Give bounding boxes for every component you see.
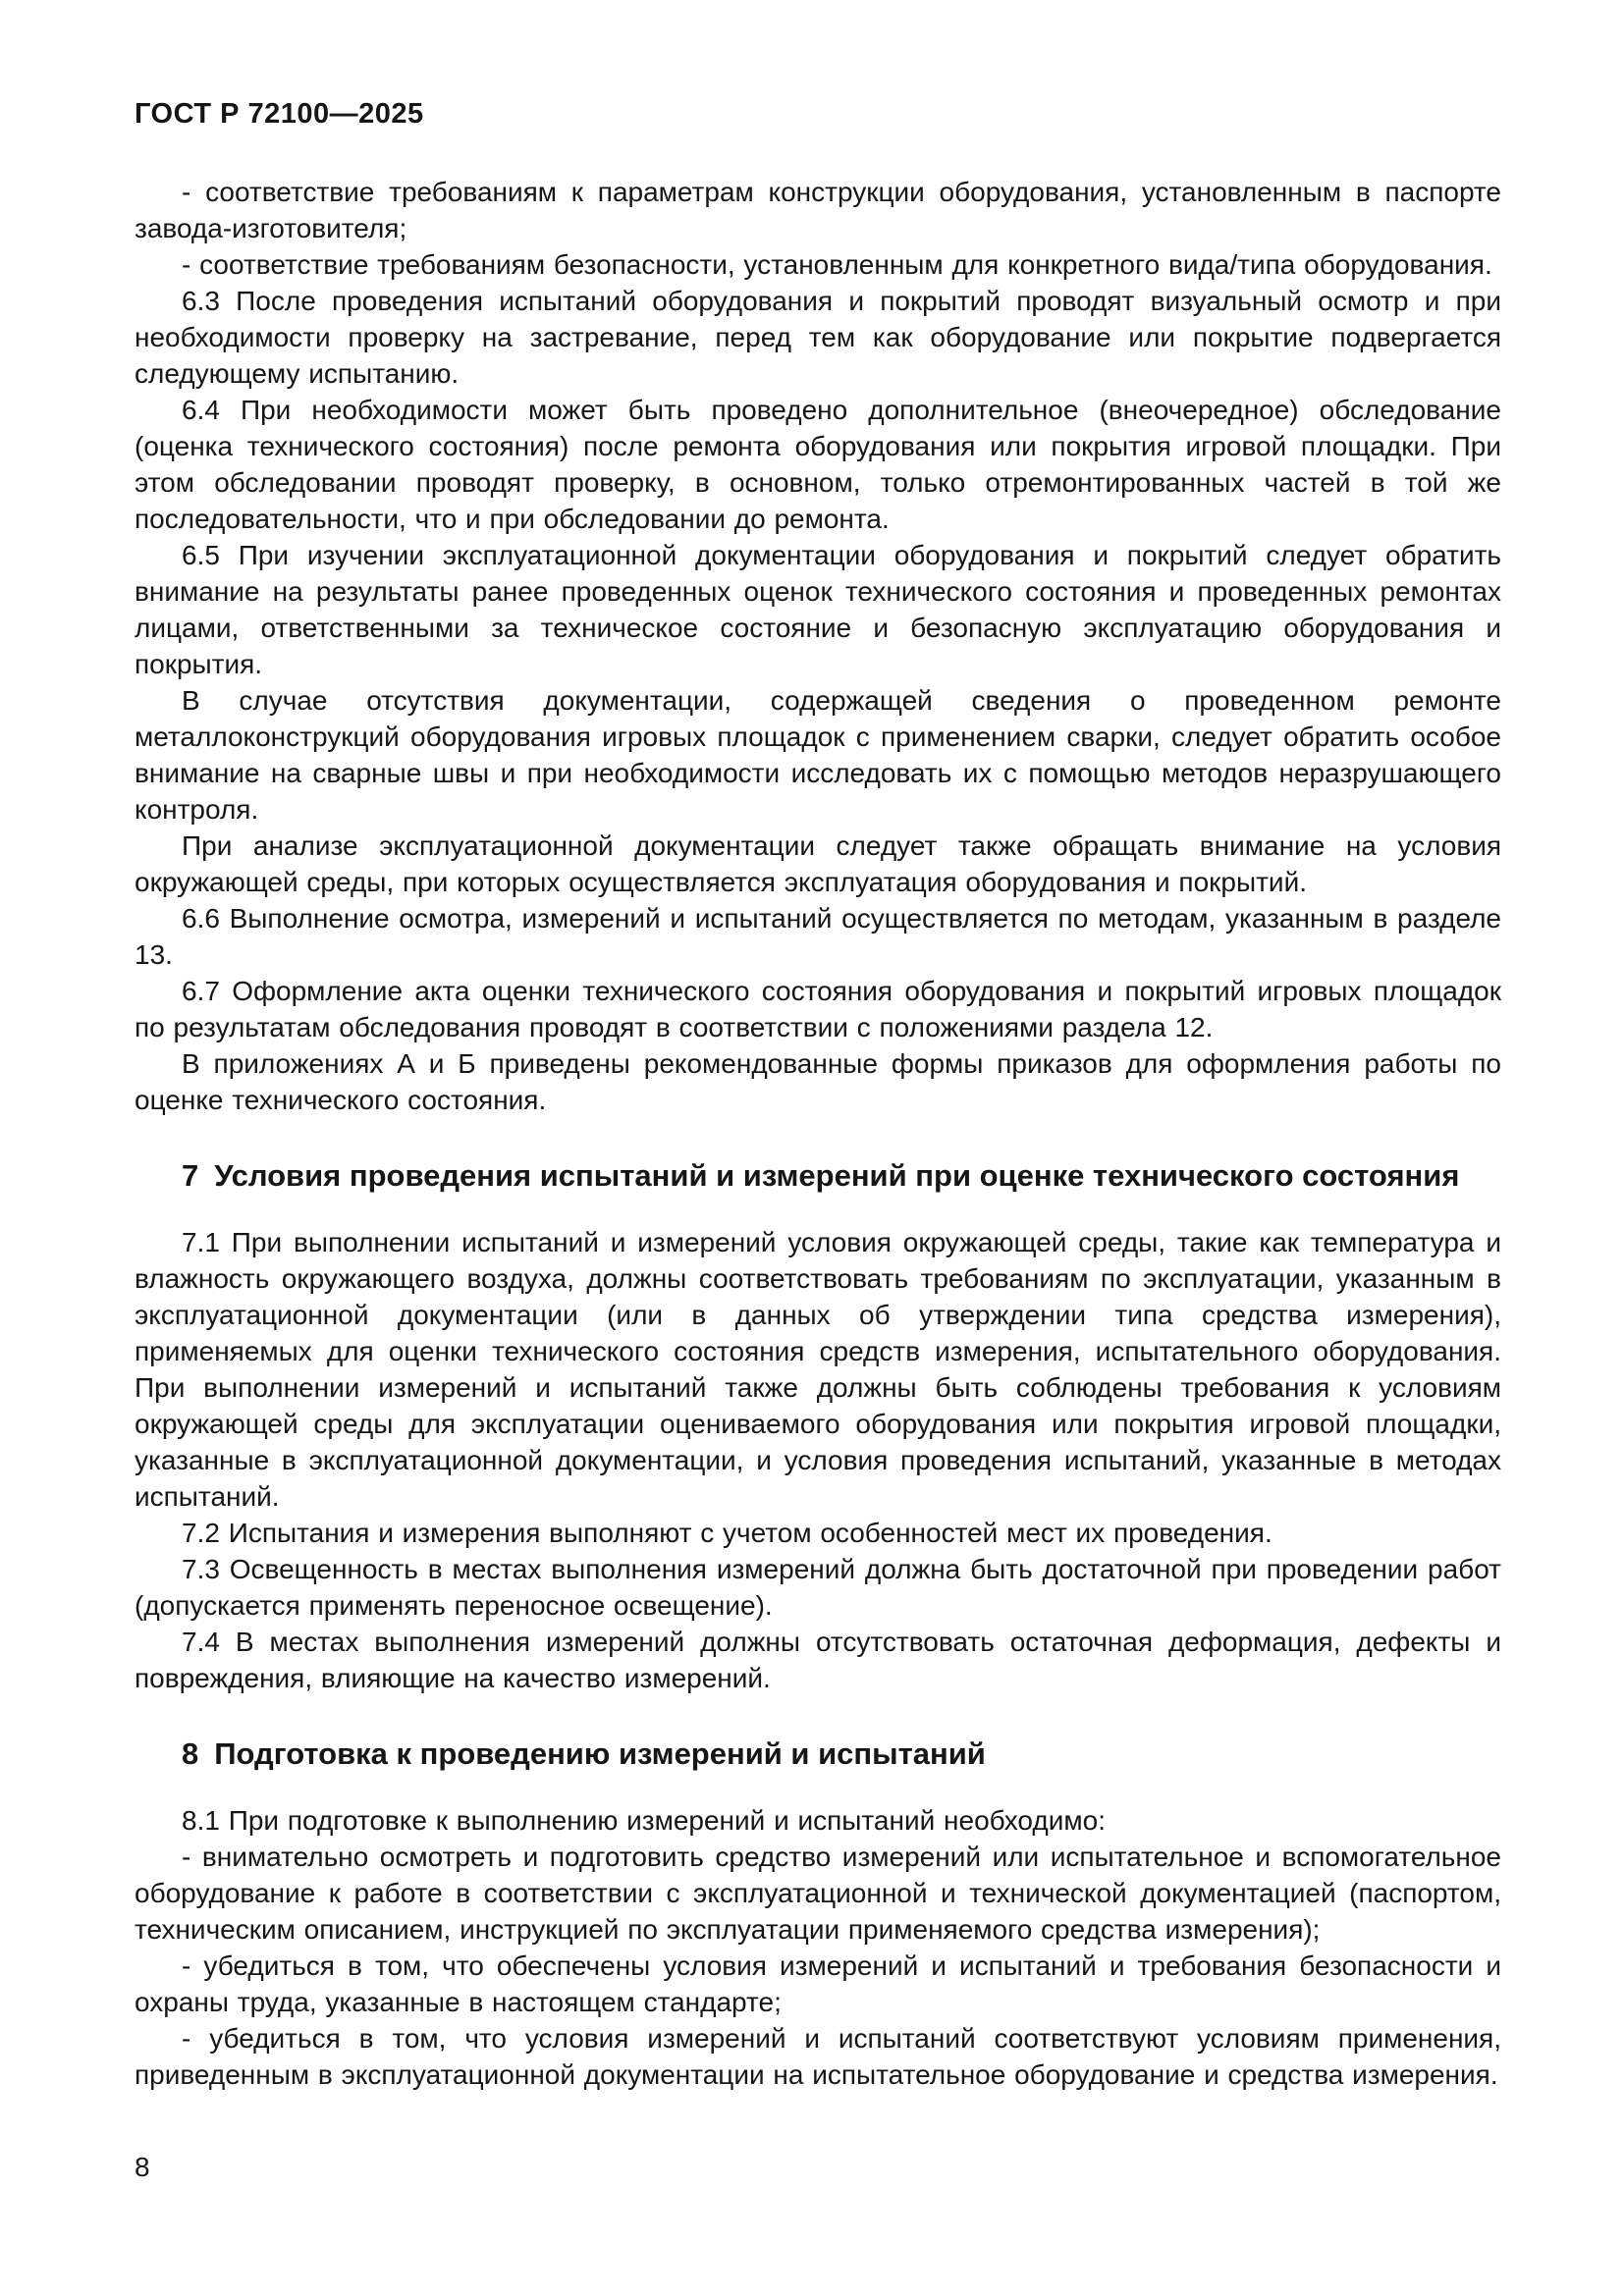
page-content — [135, 98, 1501, 2093]
paragraph: 6.3 После проведения испытаний оборудования и покрытий проводят визуальный осмотр и при необходимости проверку на застревание, перед тем как оборудование или покрытие подвергается следующему испытанию. — [135, 286, 1501, 389]
paragraph: 7.1 При выполнении испытаний и измерений условия окружающей среды, такие как температура и влажность окружающего воздуха, должны соответствовать требованиям по эксплуатации, указанным в эксплуатационной документации (или в данных об утверждении типа средства измерения), применяемых для оценки технического состояния средств измерения, испытательного оборудования. При выполнении измерений и испытаний также должны быть соблюдены требования к условиям окружающей среды для эксплуатации оцениваемого оборудования или покрытия игровой площадки, указанные в эксплуатационной документации, и условия проведения испытаний, указанные в методах испытаний. — [135, 1227, 1501, 1512]
paragraph: 6.6 Выполнение осмотра, измерений и испытаний осуществляется по методам, указанным в разделе 13. — [135, 903, 1501, 970]
paragraph: 7.4 В местах выполнения измерений должны отсутствовать остаточная деформация, дефекты и повреждения, влияющие на качество измерений. — [135, 1627, 1501, 1693]
paragraph: 6.7 Оформление акта оценки технического состояния оборудования и покрытий игровых площадок по результатам обследования проводят в соответствии с положениями раздела 12. — [135, 976, 1501, 1042]
paragraph: При анализе эксплуатационной документации следует также обращать внимание на условия окружающей среды, при которых осуществляется эксплуатация оборудования и покрытий. — [135, 830, 1501, 897]
section-title: Условия проведения испытаний и измерений при оценке технического состояния — [214, 1158, 1460, 1193]
paragraph: - убедиться в том, что обеспечены условия измерений и испытаний и требования безопасности и охраны труда, указанные в настоящем стандарте; — [135, 1950, 1501, 2017]
section-8 — [135, 1734, 1501, 2093]
section-8-heading — [182, 1734, 1501, 1775]
paragraph: В приложениях А и Б приведены рекомендованные формы приказов для оформления работы по оценке технического состояния. — [135, 1048, 1501, 1115]
paragraph: 8.1 При подготовке к выполнению измерений и испытаний необходимо: — [182, 1805, 1106, 1836]
paragraph: - убедиться в том, что условия измерений и испытаний соответствуют условиям применения, приведенным в эксплуатационной документации на испытательное оборудование и средства измерения. — [135, 2023, 1501, 2090]
section-title: Подготовка к проведению измерений и испытаний — [214, 1736, 986, 1771]
paragraph: 6.4 При необходимости может быть проведено дополнительное (внеочередное) обследование (оценка технического состояния) после ремонта оборудования или покрытия игровой площадки. При этом обследовании проводят проверку, в основном, только отремонтированных частей в той же последовательности, что и при обследовании до ремонта. — [135, 395, 1501, 534]
paragraph: 6.5 При изучении эксплуатационной документации оборудования и покрытий следует обратить внимание на результаты ранее проведенных оценок технического состояния и проведенных ремонтах лицами, ответственными за техническое состояние и безопасную эксплуатацию оборудования и покрытия. — [135, 540, 1501, 679]
paragraph: 7.3 Освещенность в местах выполнения измерений должна быть достаточной при проведении работ (допускается применять переносное освещение). — [135, 1554, 1501, 1621]
paragraph: - соответствие требованиям к параметрам конструкции оборудования, установленным в паспорте завода-изготовителя; — [135, 177, 1501, 243]
doc-code-header: ГОСТ Р 72100—2025 — [135, 98, 424, 130]
section-7-heading — [182, 1155, 1501, 1197]
paragraph: 7.2 Испытания и измерения выполняют с учетом особенностей мест их проведения. — [182, 1518, 1272, 1548]
paragraph: - соответствие требованиям безопасности, установленным для конкретного вида/типа оборудования. — [182, 249, 1492, 280]
paragraph: - внимательно осмотреть и подготовить средство измерений или испытательное и вспомогательное оборудование к работе в соответствии с эксплуатационной и технической документацией (паспортом, техническим описанием, инструкцией по эксплуатации применяемого средства измерения); — [135, 1842, 1501, 1945]
paragraph: В случае отсутствия документации, содержащей сведения о проведенном ремонте металлоконструкций оборудования игровых площадок с применением сварки, следует обратить особое внимание на сварные швы и при необходимости исследовать их с помощью методов неразрушающего контроля. — [135, 685, 1501, 825]
section-7 — [135, 1155, 1501, 1696]
section-number: 8 — [182, 1736, 199, 1771]
section-number: 7 — [182, 1158, 199, 1193]
page-number: 8 — [135, 2152, 150, 2182]
section-6-continuation — [135, 174, 1501, 1118]
